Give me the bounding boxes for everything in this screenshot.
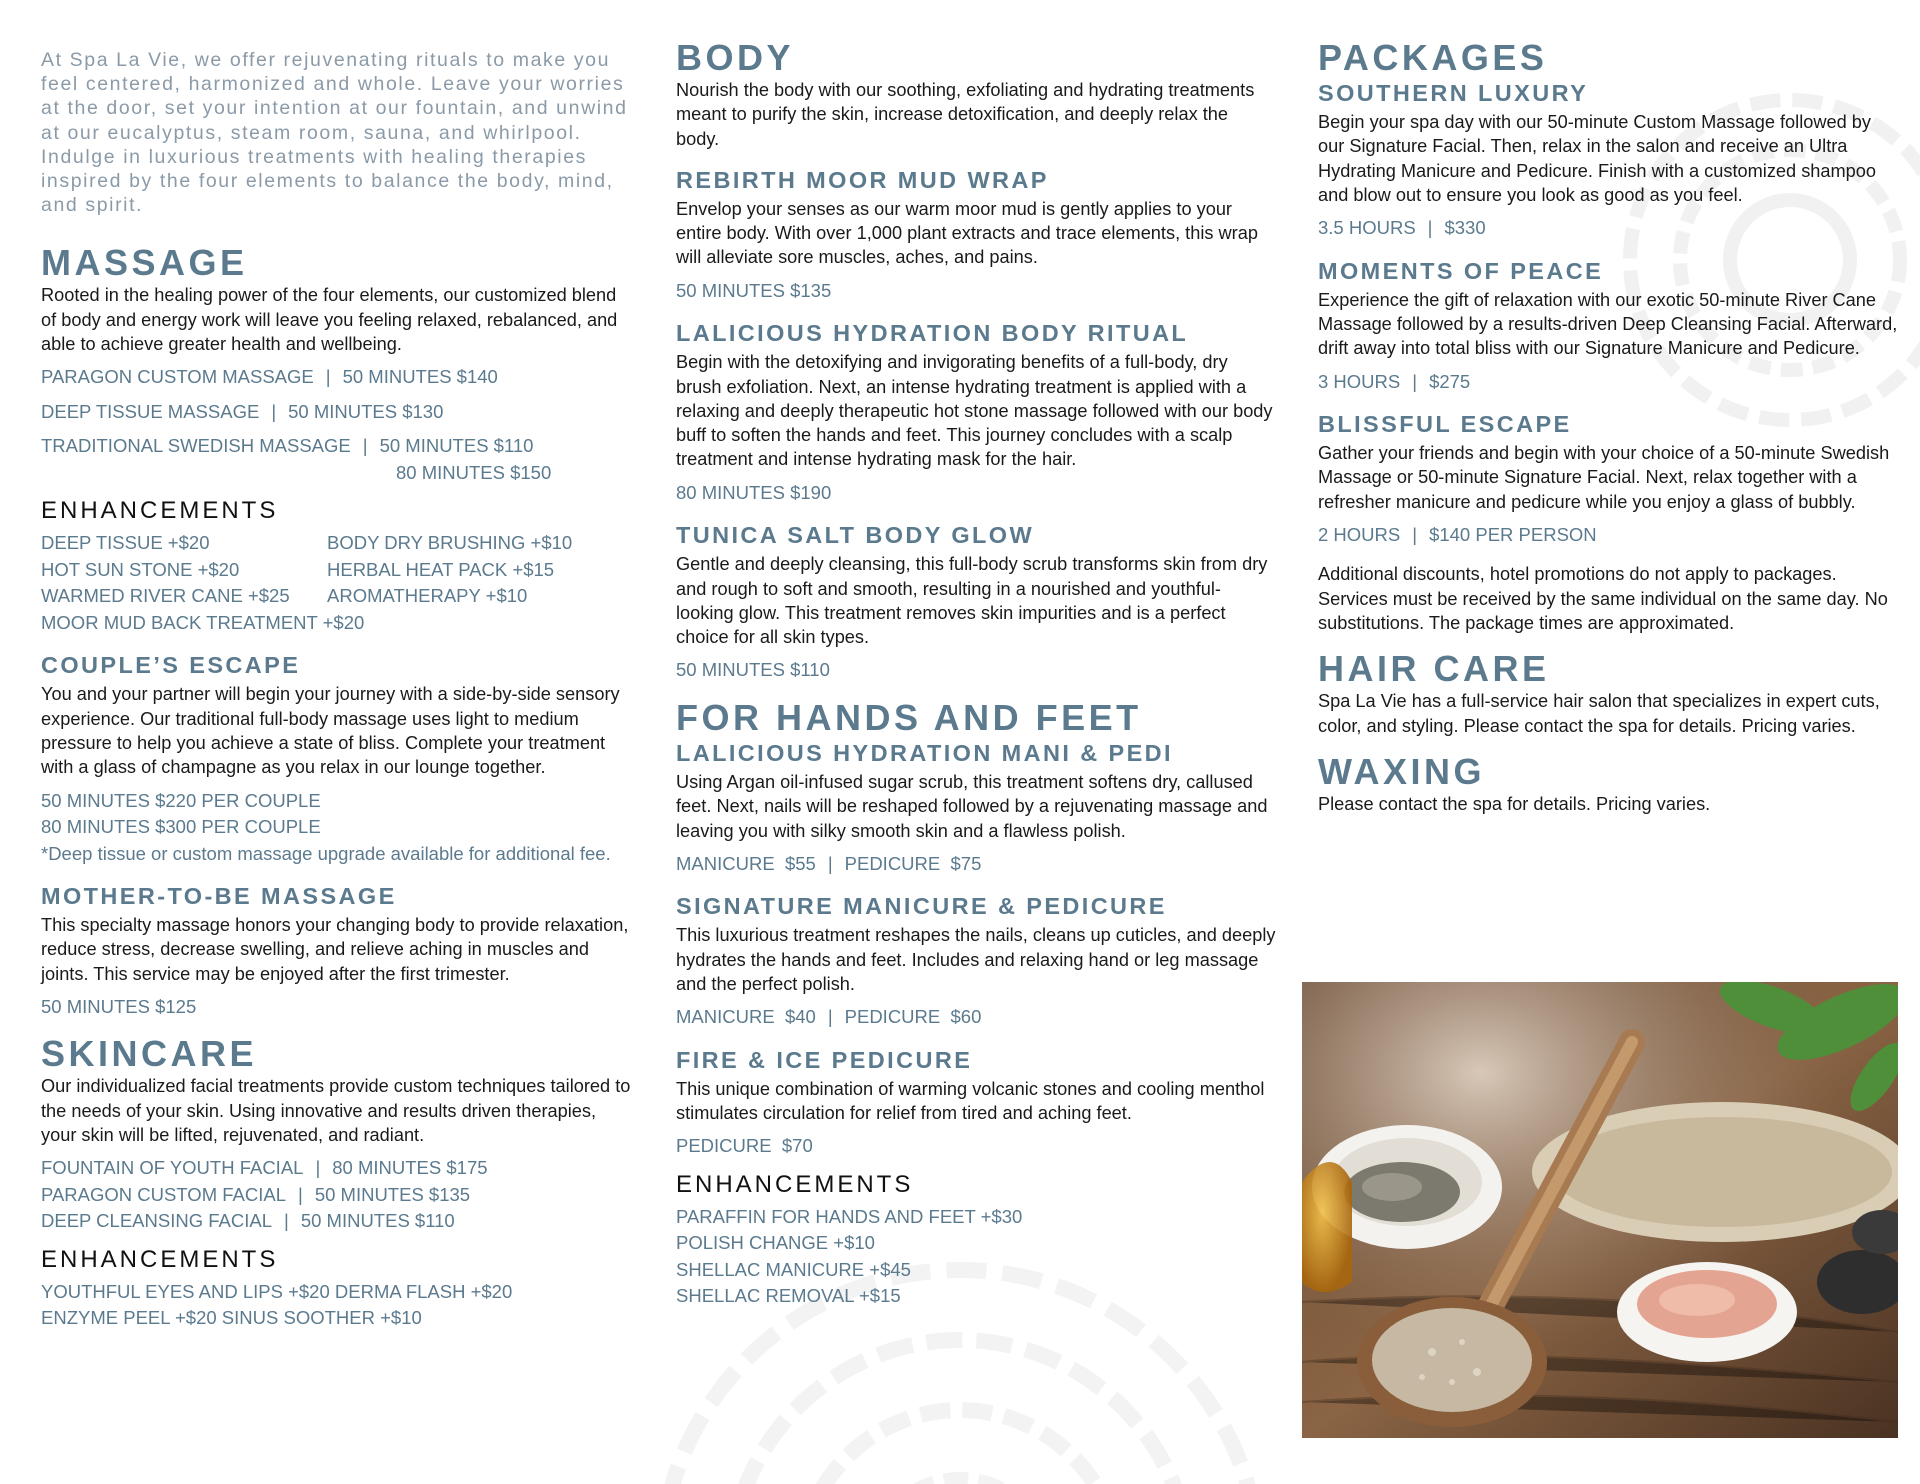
package-desc: Gather your friends and begin with your choice of a 50-minute Swedish Massage or 50-minute Signature Facial. Next, relax together with a refresher manicure and pedicure while you enjoy a glass of bubbly. bbox=[1318, 443, 1890, 512]
skincare-section bbox=[41, 1034, 631, 1331]
hands-treatment bbox=[676, 891, 1276, 1030]
skincare-item-name: DEEP CLEANSING FACIAL bbox=[41, 1210, 272, 1232]
massage-item-name: TRADITIONAL SWEDISH MASSAGE bbox=[41, 435, 351, 457]
couples-price-80: 80 MINUTES $300 PER COUPLE bbox=[41, 816, 321, 837]
hair-desc: Spa La Vie has a full-service hair salon that specializes in expert cuts, color, and styling. Please contact the spa for details. Pricing varies. bbox=[1318, 691, 1880, 736]
treatment-price: MANICURE $55 | PEDICURE $75 bbox=[676, 852, 982, 874]
waxing-title: WAXING bbox=[1318, 750, 1486, 792]
skincare-item-price: 80 MINUTES $175 bbox=[332, 1157, 488, 1179]
treatment-desc: This unique combination of warming volcanic stones and cooling menthol stimulates circulation for relief from tired and aching feet. bbox=[676, 1078, 1265, 1124]
treatment-desc: This luxurious treatment reshapes the nails, cleans up cuticles, and deeply hydrates the hands and feet. Includes and relaxing hand or leg massage and the perfect polish. bbox=[676, 925, 1276, 994]
massage-item-price: 50 MINUTES $130 bbox=[288, 400, 444, 422]
package-item bbox=[1318, 78, 1898, 242]
massage-item-name: DEEP TISSUE MASSAGE bbox=[41, 400, 260, 422]
enhancement-item: AROMATHERAPY +$10 bbox=[327, 585, 528, 607]
packages-title: PACKAGES bbox=[1318, 37, 1548, 78]
treatment-title: REBIRTH MOOR MUD WRAP bbox=[676, 166, 1049, 193]
skincare-item: DEEP CLEANSING FACIAL | 50 MINUTES $110 bbox=[41, 1210, 455, 1232]
treatment-title: SIGNATURE MANICURE & PEDICURE bbox=[676, 893, 1167, 920]
skincare-enhancements-line: YOUTHFUL EYES AND LIPS +$20 DERMA FLASH +$20 bbox=[41, 1280, 513, 1302]
hands-feet-title: FOR HANDS AND FEET bbox=[676, 696, 1142, 738]
treatment-title: FIRE & ICE PEDICURE bbox=[676, 1046, 973, 1073]
enhancement-item: HOT SUN STONE +$20 bbox=[41, 558, 240, 580]
package-desc: Experience the gift of relaxation with our exotic 50-minute River Cane Massage followed by a results-driven Deep Cleansing Facial. Afterward, drift away into total bliss with our Signature Manicure and Pedicure. bbox=[1318, 289, 1898, 359]
hair-section bbox=[1318, 649, 1898, 738]
mother-section bbox=[41, 881, 631, 1020]
treatment-title: LALICIOUS HYDRATION MANI & PEDI bbox=[676, 739, 1173, 766]
column-left bbox=[41, 48, 631, 1346]
massage-item: DEEP TISSUE MASSAGE | 50 MINUTES $130 bbox=[41, 400, 444, 422]
package-price: 3 HOURS | $275 bbox=[1318, 370, 1471, 392]
body-desc: Nourish the body with our soothing, exfoliating and hydrating treatments meant to purify the skin, increase detoxification, and deeply relax the body. bbox=[676, 80, 1255, 149]
body-treatment bbox=[676, 520, 1276, 684]
enhancement-item: DEEP TISSUE +$20 bbox=[41, 532, 210, 554]
package-price: 2 HOURS | $140 PER PERSON bbox=[1318, 523, 1597, 545]
couples-price-50: 50 MINUTES $220 PER COUPLE bbox=[41, 789, 321, 811]
enhancement-item: BODY DRY BRUSHING +$10 bbox=[327, 532, 573, 554]
skincare-enhancements-title: ENHANCEMENTS bbox=[41, 1245, 279, 1273]
packages-disclaimer: Additional discounts, hotel promotions do not apply to packages. Services must be received by the same individual on the same day. No substitutions. The package times are approximated. bbox=[1318, 564, 1888, 634]
hands-feet-section bbox=[676, 698, 1276, 1310]
enhancement-item: SHELLAC MANICURE +$45 bbox=[676, 1258, 911, 1280]
skincare-item: FOUNTAIN OF YOUTH FACIAL | 80 MINUTES $175 bbox=[41, 1157, 488, 1179]
hands-treatment bbox=[676, 1045, 1276, 1160]
massage-item-name: PARAGON CUSTOM MASSAGE bbox=[41, 366, 314, 388]
enhancement-item: SHELLAC REMOVAL +$15 bbox=[676, 1285, 901, 1307]
couples-title: COUPLE’S ESCAPE bbox=[41, 652, 301, 679]
skincare-item-name: PARAGON CUSTOM FACIAL bbox=[41, 1183, 286, 1205]
body-treatment bbox=[676, 318, 1276, 506]
treatment-desc: Begin with the detoxifying and invigorating benefits of a full-body, dry brush exfoliation. Next, an intense hydrating treatment is applied with a relaxing and deeply therapeutic hot stone massage followed with our body buff to soften the hands and feet. This journey concludes with a scalp treatment and intense hydrating mask for the hair. bbox=[676, 352, 1273, 470]
package-title: SOUTHERN LUXURY bbox=[1318, 80, 1589, 106]
mother-desc: This specialty massage honors your changing body to provide relaxation, reduce stress, decrease swelling, and relieve aching in muscles and joints. This service may be enjoyed after the first trimester. bbox=[41, 915, 629, 984]
waxing-section bbox=[1318, 752, 1898, 816]
column-right bbox=[1318, 38, 1898, 816]
massage-enhancements-title: ENHANCEMENTS bbox=[41, 497, 279, 525]
couples-section bbox=[41, 650, 631, 867]
body-treatment bbox=[676, 165, 1276, 304]
treatment-title: TUNICA SALT BODY GLOW bbox=[676, 522, 1035, 549]
skincare-title: SKINCARE bbox=[41, 1033, 258, 1075]
treatment-price: PEDICURE $70 bbox=[676, 1135, 813, 1157]
waxing-desc: Please contact the spa for details. Pricing varies. bbox=[1318, 793, 1711, 814]
hands-enhancements-title: ENHANCEMENTS bbox=[676, 1170, 914, 1198]
intro-text: At Spa La Vie, we offer rejuvenating rituals to make you feel centered, harmonized and whole. Leave your worries at the door, set your intention at our fountain, and unwind at our eucalyptus, steam room, sauna, and whirlpool. Indulge in luxurious treatments with healing therapies inspired by the four elements to balance the body, mind, and spirit. bbox=[41, 49, 628, 217]
massage-item-price: 50 MINUTES $140 bbox=[342, 366, 498, 388]
skincare-item: PARAGON CUSTOM FACIAL | 50 MINUTES $135 bbox=[41, 1183, 471, 1205]
treatment-price: 80 MINUTES $190 bbox=[676, 481, 832, 503]
massage-item: PARAGON CUSTOM MASSAGE | 50 MINUTES $140 bbox=[41, 366, 498, 388]
package-desc: Begin your spa day with our 50-minute Custom Massage followed by our Signature Facial. Then, relax in the salon and receive an Ultra Hydrating Manicure and Pedicure. Finish with a customized shampoo and blow out to ensure you look as good as you feel. bbox=[1318, 112, 1877, 205]
package-title: MOMENTS OF PEACE bbox=[1318, 257, 1604, 284]
hair-title: HAIR CARE bbox=[1318, 648, 1550, 690]
skincare-enhancements-line: ENZYME PEEL +$20 SINUS SOOTHER +$10 bbox=[41, 1307, 422, 1329]
column-middle bbox=[676, 38, 1276, 1324]
package-item bbox=[1318, 256, 1898, 395]
treatment-desc: Gentle and deeply cleansing, this full-body scrub transforms skin from dry and rough to soft and smooth, resulting in a nourished and youthful-looking glow. This treatment removes skin impurities and is a perfect choice for all skin types. bbox=[676, 554, 1268, 648]
massage-item-price-alt: 80 MINUTES $150 bbox=[396, 461, 552, 483]
body-title: BODY bbox=[676, 37, 795, 78]
couples-desc: You and your partner will begin your journey with a side-by-side sensory experience. Our traditional full-body massage uses light to medium pressure to help you achieve a state of bliss. Complete your treatment with a glass of champagne as you relax in our lounge together. bbox=[41, 684, 620, 778]
skincare-item-price: 50 MINUTES $110 bbox=[300, 1210, 455, 1232]
package-price: 3.5 HOURS | $330 bbox=[1318, 217, 1486, 239]
package-title: BLISSFUL ESCAPE bbox=[1318, 411, 1572, 438]
treatment-price: 50 MINUTES $110 bbox=[676, 659, 830, 681]
enhancement-item: WARMED RIVER CANE +$25 bbox=[41, 585, 290, 607]
enhancement-item: HERBAL HEAT PACK +$15 bbox=[327, 558, 555, 580]
skincare-item-price: 50 MINUTES $135 bbox=[314, 1183, 471, 1205]
mother-price: 50 MINUTES $125 bbox=[41, 995, 197, 1017]
treatment-desc: Using Argan oil-infused sugar scrub, this treatment softens dry, callused feet. Next, nails will be reshaped followed by a rejuvenating massage and leaving you with silky smooth skin and a flawless polish. bbox=[676, 771, 1268, 841]
skincare-item-name: FOUNTAIN OF YOUTH FACIAL bbox=[41, 1157, 304, 1179]
spa-products-photo bbox=[1302, 982, 1898, 1438]
package-item bbox=[1318, 409, 1898, 548]
treatment-price: MANICURE $40 | PEDICURE $60 bbox=[676, 1006, 982, 1028]
couples-note: *Deep tissue or custom massage upgrade available for additional fee. bbox=[41, 842, 611, 864]
enhancement-item: POLISH CHANGE +$10 bbox=[676, 1232, 875, 1254]
hands-treatment bbox=[676, 738, 1276, 877]
massage-title: MASSAGE bbox=[41, 242, 248, 284]
massage-section bbox=[41, 243, 631, 636]
treatment-price: 50 MINUTES $135 bbox=[676, 279, 832, 301]
mother-title: MOTHER-TO-BE MASSAGE bbox=[41, 883, 397, 909]
enhancement-item: PARAFFIN FOR HANDS AND FEET +$30 bbox=[676, 1205, 1023, 1227]
body-section bbox=[676, 38, 1276, 151]
massage-desc: Rooted in the healing power of the four elements, our customized blend of body and energy work will leave you feeling relaxed, rebalanced, and able to achieve greater health and wellbeing. bbox=[41, 285, 618, 355]
massage-item-price: 50 MINUTES $110 bbox=[379, 435, 534, 457]
skincare-desc: Our individualized facial treatments provide custom techniques tailored to the needs of your skin. Using innovative and results driven therapies, your skin will be lifted, rejuvenated, and radiant. bbox=[41, 1076, 631, 1145]
treatment-title: LALICIOUS HYDRATION BODY RITUAL bbox=[676, 320, 1189, 347]
massage-enhancements-list bbox=[41, 530, 631, 636]
massage-item: TRADITIONAL SWEDISH MASSAGE | 50 MINUTES $110 bbox=[41, 435, 534, 457]
treatment-desc: Envelop your senses as our warm moor mud is gently applies to your entire body. With over 1,000 plant extracts and trace elements, this wrap will alleviate sore muscles, aches, and pains. bbox=[676, 198, 1258, 268]
enhancement-item: MOOR MUD BACK TREATMENT +$20 bbox=[41, 611, 365, 633]
